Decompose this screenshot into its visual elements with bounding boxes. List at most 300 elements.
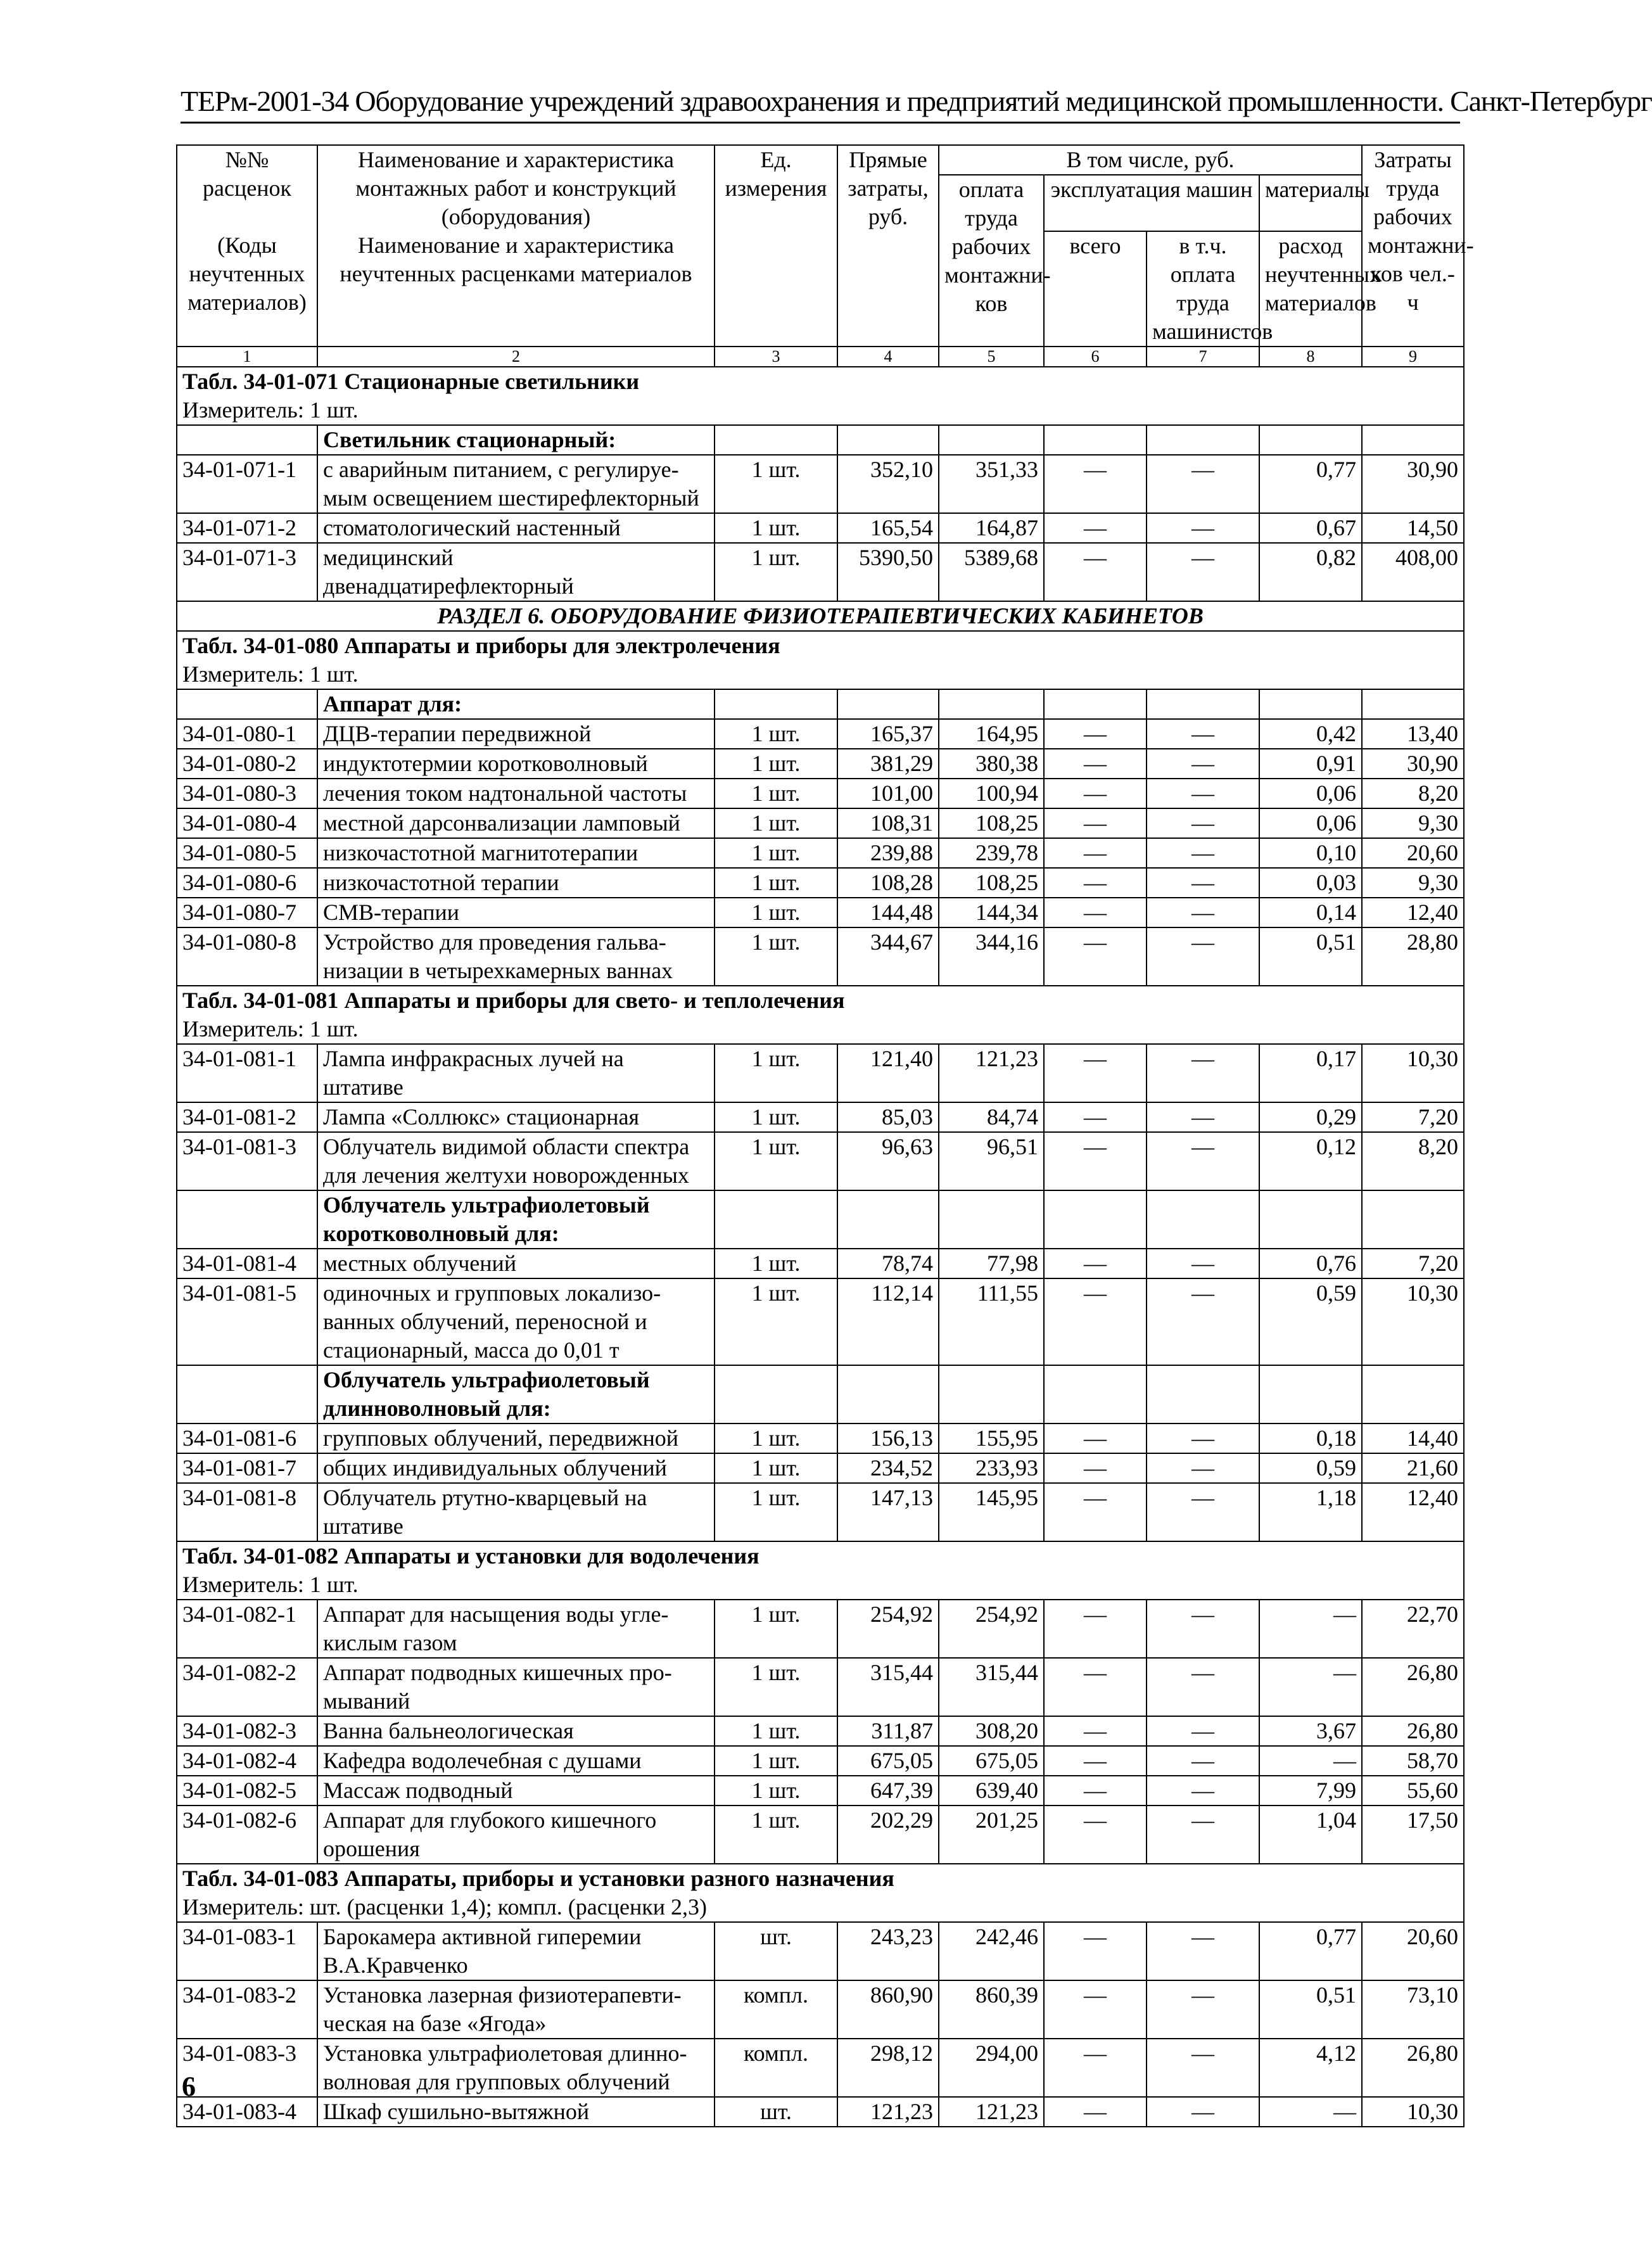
machines-labor: — [1147, 1806, 1259, 1864]
unit: компл. [715, 1980, 837, 2039]
direct-costs: 78,74 [837, 1249, 939, 1278]
header-machines: эксплуатация машин [1044, 175, 1259, 231]
table-section [177, 986, 1464, 1044]
table-row [177, 1980, 1464, 2039]
machines-labor: — [1147, 1776, 1259, 1806]
empty-cell [1259, 689, 1362, 719]
labor-pay: 344,16 [939, 927, 1044, 986]
unit: 1 шт. [715, 513, 837, 543]
header-labor-cost: Затраты труда рабочих монтажни-ков чел.-ч [1362, 145, 1464, 347]
item-name: Установка ультрафиолетовая длинно-волновая для групповых облучений [317, 2039, 715, 2097]
item-name: стоматологический настенный [317, 513, 715, 543]
header-code-top: №№ расценок [177, 145, 317, 231]
table-title: Табл. 34-01-081 Аппараты и приборы для свето- и теплолечения [182, 988, 845, 1013]
machines-labor: — [1147, 513, 1259, 543]
machines-total: — [1044, 1453, 1147, 1483]
item-name: СМВ-терапии [317, 898, 715, 927]
direct-costs: 352,10 [837, 455, 939, 513]
item-name: одиночных и групповых локализо-ванных облучений, переносной и стационарный, масса до 0,01 т [317, 1278, 715, 1365]
empty-cell [177, 1190, 317, 1249]
header-name-top: Наименование и характеристика монтажных работ и конструкций (оборудования) [317, 145, 715, 231]
machines-labor: — [1147, 1044, 1259, 1102]
materials: 0,10 [1259, 838, 1362, 868]
machines-labor: — [1147, 1424, 1259, 1453]
unit: 1 шт. [715, 838, 837, 868]
machines-total: — [1044, 719, 1147, 749]
materials: — [1259, 1600, 1362, 1658]
empty-cell [939, 1190, 1044, 1249]
machines-total: — [1044, 779, 1147, 808]
running-title: ТЕРм-2001-34 Оборудование учреждений здравоохранения и предприятий медицинской промышленности. Санкт-Петербург [181, 82, 1460, 124]
item-name: общих индивидуальных облучений [317, 1453, 715, 1483]
labor-pay: 254,92 [939, 1600, 1044, 1658]
table-row [177, 779, 1464, 808]
labor-hours: 73,10 [1362, 1980, 1464, 2039]
direct-costs: 112,14 [837, 1278, 939, 1365]
materials: 4,12 [1259, 2039, 1362, 2097]
empty-cell [1044, 1365, 1147, 1424]
item-name: Облучатель ртутно-кварцевый на штативе [317, 1483, 715, 1541]
header-name-bottom: Наименование и характеристика неучтенных расценками материалов [317, 231, 715, 347]
empty-cell [1147, 1365, 1259, 1424]
direct-costs: 85,03 [837, 1102, 939, 1132]
item-name: местной дарсонвализации ламповый [317, 808, 715, 838]
labor-hours: 408,00 [1362, 543, 1464, 601]
machines-labor: — [1147, 779, 1259, 808]
labor-pay: 351,33 [939, 455, 1044, 513]
machines-total: — [1044, 808, 1147, 838]
labor-pay: 233,93 [939, 1453, 1044, 1483]
labor-pay: 96,51 [939, 1132, 1044, 1190]
direct-costs: 121,40 [837, 1044, 939, 1102]
materials: — [1259, 2097, 1362, 2127]
item-name: местных облучений [317, 1249, 715, 1278]
materials: 0,06 [1259, 808, 1362, 838]
labor-pay: 639,40 [939, 1776, 1044, 1806]
item-name: Аппарат для насыщения воды угле-кислым газом [317, 1600, 715, 1658]
machines-total: — [1044, 838, 1147, 868]
table-row [177, 1746, 1464, 1776]
header-materials-use: расход неучтенных материалов [1259, 231, 1362, 347]
table-meter: Измеритель: 1 шт. [182, 661, 359, 687]
table-body [177, 367, 1464, 2127]
machines-total: — [1044, 1658, 1147, 1716]
labor-hours: 20,60 [1362, 838, 1464, 868]
column-number: 7 [1147, 347, 1259, 367]
item-name: Кафедра водолечебная с душами [317, 1746, 715, 1776]
column-number: 8 [1259, 347, 1362, 367]
unit: 1 шт. [715, 1600, 837, 1658]
labor-pay: 294,00 [939, 2039, 1044, 2097]
machines-total: — [1044, 898, 1147, 927]
materials: 0,12 [1259, 1132, 1362, 1190]
table-row [177, 1716, 1464, 1746]
table-row [177, 1132, 1464, 1190]
unit: 1 шт. [715, 868, 837, 898]
table-row [177, 513, 1464, 543]
materials: 0,59 [1259, 1278, 1362, 1365]
empty-cell [837, 1190, 939, 1249]
unit: 1 шт. [715, 455, 837, 513]
item-name: Лампа инфракрасных лучей на штативе [317, 1044, 715, 1102]
labor-hours: 10,30 [1362, 1278, 1464, 1365]
rate-code: 34-01-083-1 [177, 1922, 317, 1980]
column-number: 9 [1362, 347, 1464, 367]
direct-costs: 147,13 [837, 1483, 939, 1541]
labor-pay: 5389,68 [939, 543, 1044, 601]
item-name: лечения током надтональной частоты [317, 779, 715, 808]
table-meter: Измеритель: шт. (расценки 1,4); компл. (расценки 2,3) [182, 1894, 707, 1920]
column-number: 2 [317, 347, 715, 367]
machines-labor: — [1147, 1132, 1259, 1190]
table-row [177, 1249, 1464, 1278]
empty-cell [939, 689, 1044, 719]
direct-costs: 121,23 [837, 2097, 939, 2127]
item-name: Лампа «Соллюкс» стационарная [317, 1102, 715, 1132]
unit: 1 шт. [715, 1102, 837, 1132]
empty-cell [939, 425, 1044, 455]
header-including: В том числе, руб. [939, 145, 1362, 175]
unit: 1 шт. [715, 719, 837, 749]
machines-labor: — [1147, 1980, 1259, 2039]
rate-code: 34-01-081-6 [177, 1424, 317, 1453]
item-name: с аварийным питанием, с регулируе-мым освещением шестирефлекторный [317, 455, 715, 513]
direct-costs: 108,28 [837, 868, 939, 898]
machines-total: — [1044, 1776, 1147, 1806]
item-name: медицинский двенадцатирефлекторный [317, 543, 715, 601]
unit: 1 шт. [715, 1132, 837, 1190]
column-number: 6 [1044, 347, 1147, 367]
header-code-bottom: (Коды неучтенных материалов) [177, 231, 317, 347]
labor-hours: 30,90 [1362, 749, 1464, 779]
materials: 3,67 [1259, 1716, 1362, 1746]
machines-labor: — [1147, 1600, 1259, 1658]
empty-cell [1259, 1365, 1362, 1424]
empty-cell [1362, 425, 1464, 455]
empty-cell [1044, 1190, 1147, 1249]
column-number: 1 [177, 347, 317, 367]
direct-costs: 144,48 [837, 898, 939, 927]
labor-pay: 77,98 [939, 1249, 1044, 1278]
direct-costs: 165,37 [837, 719, 939, 749]
section-title: РАЗДЕЛ 6. ОБОРУДОВАНИЕ ФИЗИОТЕРАПЕВТИЧЕСКИХ КАБИНЕТОВ [177, 601, 1464, 631]
rate-code: 34-01-081-8 [177, 1483, 317, 1541]
unit: шт. [715, 1922, 837, 1980]
table-section-heading [177, 986, 1464, 1044]
labor-hours: 17,50 [1362, 1806, 1464, 1864]
machines-total: — [1044, 1278, 1147, 1365]
machines-labor: — [1147, 927, 1259, 986]
labor-pay: 242,46 [939, 1922, 1044, 1980]
rate-code: 34-01-071-3 [177, 543, 317, 601]
page-number: 6 [182, 2071, 196, 2102]
labor-pay: 121,23 [939, 1044, 1044, 1102]
rate-code: 34-01-081-2 [177, 1102, 317, 1132]
materials: 0,06 [1259, 779, 1362, 808]
machines-labor: — [1147, 1453, 1259, 1483]
group-heading: Светильник стационарный: [317, 425, 715, 455]
unit: 1 шт. [715, 1806, 837, 1864]
table-row [177, 927, 1464, 986]
unit: 1 шт. [715, 1716, 837, 1746]
table-title: Табл. 34-01-071 Стационарные светильники [182, 369, 640, 394]
rate-code: 34-01-082-3 [177, 1716, 317, 1746]
rate-code: 34-01-083-4 [177, 2097, 317, 2127]
table-row [177, 1044, 1464, 1102]
materials: 0,18 [1259, 1424, 1362, 1453]
item-name: групповых облучений, передвижной [317, 1424, 715, 1453]
machines-total: — [1044, 1132, 1147, 1190]
unit: 1 шт. [715, 779, 837, 808]
header-direct-costs: Прямые затраты, руб. [837, 145, 939, 347]
labor-pay: 108,25 [939, 808, 1044, 838]
rate-code: 34-01-081-5 [177, 1278, 317, 1365]
empty-cell [1147, 689, 1259, 719]
empty-cell [715, 689, 837, 719]
table-meter: Измеритель: 1 шт. [182, 1016, 359, 1041]
item-name: Аппарат для глубокого кишечного орошения [317, 1806, 715, 1864]
machines-total: — [1044, 513, 1147, 543]
materials: 1,04 [1259, 1806, 1362, 1864]
machines-total: — [1044, 1716, 1147, 1746]
machines-labor: — [1147, 868, 1259, 898]
materials: — [1259, 1658, 1362, 1716]
labor-hours: 28,80 [1362, 927, 1464, 986]
labor-hours: 22,70 [1362, 1600, 1464, 1658]
unit: компл. [715, 2039, 837, 2097]
machines-total: — [1044, 1424, 1147, 1453]
direct-costs: 234,52 [837, 1453, 939, 1483]
machines-labor: — [1147, 808, 1259, 838]
machines-total: — [1044, 1044, 1147, 1102]
machines-total: — [1044, 455, 1147, 513]
table-row [177, 1483, 1464, 1541]
labor-hours: 20,60 [1362, 1922, 1464, 1980]
section-divider-row [177, 601, 1464, 631]
unit: 1 шт. [715, 749, 837, 779]
item-name: Облучатель видимой области спектра для лечения желтухи новорожденных [317, 1132, 715, 1190]
unit: шт. [715, 2097, 837, 2127]
labor-pay: 239,78 [939, 838, 1044, 868]
table-row [177, 838, 1464, 868]
labor-hours: 12,40 [1362, 898, 1464, 927]
labor-pay: 155,95 [939, 1424, 1044, 1453]
machines-total: — [1044, 1600, 1147, 1658]
labor-pay: 144,34 [939, 898, 1044, 927]
labor-hours: 26,80 [1362, 1716, 1464, 1746]
labor-hours: 30,90 [1362, 455, 1464, 513]
table-row [177, 2097, 1464, 2127]
empty-cell [715, 1190, 837, 1249]
rate-code: 34-01-082-1 [177, 1600, 317, 1658]
column-number: 4 [837, 347, 939, 367]
empty-cell [1362, 689, 1464, 719]
materials: 0,51 [1259, 1980, 1362, 2039]
table-row [177, 1600, 1464, 1658]
empty-cell [1044, 689, 1147, 719]
empty-cell [939, 1365, 1044, 1424]
unit: 1 шт. [715, 1249, 837, 1278]
machines-total: — [1044, 1980, 1147, 2039]
header-labor-pay: оплата труда рабочих монтажни-ков [939, 175, 1044, 347]
materials: 1,18 [1259, 1483, 1362, 1541]
table-section [177, 631, 1464, 689]
labor-pay: 164,95 [939, 719, 1044, 749]
materials: 0,59 [1259, 1453, 1362, 1483]
item-name: низкочастотной терапии [317, 868, 715, 898]
materials: 0,77 [1259, 455, 1362, 513]
machines-labor: — [1147, 1658, 1259, 1716]
empty-cell [1362, 1190, 1464, 1249]
materials: 0,14 [1259, 898, 1362, 927]
labor-hours: 9,30 [1362, 868, 1464, 898]
item-name: индуктотермии коротковолновый [317, 749, 715, 779]
labor-pay: 111,55 [939, 1278, 1044, 1365]
table-row [177, 455, 1464, 513]
rate-code: 34-01-080-6 [177, 868, 317, 898]
rate-code: 34-01-082-5 [177, 1776, 317, 1806]
column-number: 5 [939, 347, 1044, 367]
table-row [177, 1806, 1464, 1864]
machines-total: — [1044, 1483, 1147, 1541]
materials: 0,76 [1259, 1249, 1362, 1278]
rate-code: 34-01-080-2 [177, 749, 317, 779]
item-name: ДЦВ-терапии передвижной [317, 719, 715, 749]
machines-labor: — [1147, 1922, 1259, 1980]
table-row [177, 1102, 1464, 1132]
labor-hours: 7,20 [1362, 1102, 1464, 1132]
empty-cell [177, 689, 317, 719]
machines-total: — [1044, 2097, 1147, 2127]
machines-total: — [1044, 1806, 1147, 1864]
unit: 1 шт. [715, 898, 837, 927]
empty-cell [1147, 425, 1259, 455]
direct-costs: 5390,50 [837, 543, 939, 601]
empty-cell [715, 1365, 837, 1424]
materials: 0,82 [1259, 543, 1362, 601]
labor-hours: 58,70 [1362, 1746, 1464, 1776]
unit: 1 шт. [715, 1424, 837, 1453]
header-machines-total: всего [1044, 231, 1147, 347]
item-name: Ванна бальнеологическая [317, 1716, 715, 1746]
labor-hours: 10,30 [1362, 2097, 1464, 2127]
table-section [177, 1864, 1464, 1922]
group-heading: Облучатель ультрафиолетовый коротковолновый для: [317, 1190, 715, 1249]
unit: 1 шт. [715, 1746, 837, 1776]
machines-labor: — [1147, 719, 1259, 749]
item-name: Шкаф сушильно-вытяжной [317, 2097, 715, 2127]
unit: 1 шт. [715, 1658, 837, 1716]
group-heading: Аппарат для: [317, 689, 715, 719]
labor-hours: 8,20 [1362, 779, 1464, 808]
machines-total: — [1044, 1249, 1147, 1278]
direct-costs: 96,63 [837, 1132, 939, 1190]
empty-cell [1147, 1190, 1259, 1249]
machines-labor: — [1147, 749, 1259, 779]
empty-cell [715, 425, 837, 455]
rate-code: 34-01-081-1 [177, 1044, 317, 1102]
machines-total: — [1044, 543, 1147, 601]
machines-labor: — [1147, 1249, 1259, 1278]
direct-costs: 156,13 [837, 1424, 939, 1453]
empty-cell [177, 425, 317, 455]
table-row [177, 1453, 1464, 1483]
empty-cell [837, 689, 939, 719]
rate-code: 34-01-071-1 [177, 455, 317, 513]
labor-hours: 14,40 [1362, 1424, 1464, 1453]
materials: 0,42 [1259, 719, 1362, 749]
group-heading-row [177, 689, 1464, 719]
machines-total: — [1044, 1746, 1147, 1776]
group-heading-row [177, 1190, 1464, 1249]
rate-code: 34-01-082-2 [177, 1658, 317, 1716]
table-title: Табл. 34-01-080 Аппараты и приборы для электролечения [182, 633, 780, 658]
table-row [177, 2039, 1464, 2097]
rate-code: 34-01-081-7 [177, 1453, 317, 1483]
materials: — [1259, 1746, 1362, 1776]
materials: 7,99 [1259, 1776, 1362, 1806]
table-row [177, 719, 1464, 749]
unit: 1 шт. [715, 1278, 837, 1365]
materials: 0,03 [1259, 868, 1362, 898]
table-title: Табл. 34-01-082 Аппараты и установки для водолечения [182, 1543, 759, 1569]
table-row [177, 868, 1464, 898]
labor-pay: 308,20 [939, 1716, 1044, 1746]
direct-costs: 101,00 [837, 779, 939, 808]
item-name: низкочастотной магнитотерапии [317, 838, 715, 868]
machines-labor: — [1147, 455, 1259, 513]
machines-labor: — [1147, 2097, 1259, 2127]
labor-hours: 12,40 [1362, 1483, 1464, 1541]
materials: 0,29 [1259, 1102, 1362, 1132]
table-row [177, 1922, 1464, 1980]
table-row [177, 1776, 1464, 1806]
rate-code: 34-01-080-4 [177, 808, 317, 838]
rate-code: 34-01-081-3 [177, 1132, 317, 1190]
unit: 1 шт. [715, 543, 837, 601]
materials: 0,77 [1259, 1922, 1362, 1980]
labor-hours: 21,60 [1362, 1453, 1464, 1483]
direct-costs: 239,88 [837, 838, 939, 868]
machines-labor: — [1147, 1102, 1259, 1132]
labor-hours: 9,30 [1362, 808, 1464, 838]
item-name: Аппарат подводных кишечных про-мываний [317, 1658, 715, 1716]
machines-total: — [1044, 2039, 1147, 2097]
machines-labor: — [1147, 1746, 1259, 1776]
machines-labor: — [1147, 898, 1259, 927]
machines-labor: — [1147, 2039, 1259, 2097]
unit: 1 шт. [715, 1453, 837, 1483]
rate-code: 34-01-080-3 [177, 779, 317, 808]
table-section-heading [177, 1864, 1464, 1922]
rate-code: 34-01-080-8 [177, 927, 317, 986]
direct-costs: 344,67 [837, 927, 939, 986]
labor-hours: 13,40 [1362, 719, 1464, 749]
rate-code: 34-01-083-3 [177, 2039, 317, 2097]
machines-labor: — [1147, 838, 1259, 868]
table-section-heading [177, 1541, 1464, 1600]
direct-costs: 202,29 [837, 1806, 939, 1864]
empty-cell [837, 425, 939, 455]
rate-code: 34-01-081-4 [177, 1249, 317, 1278]
labor-pay: 380,38 [939, 749, 1044, 779]
direct-costs: 647,39 [837, 1776, 939, 1806]
labor-pay: 108,25 [939, 868, 1044, 898]
unit: 1 шт. [715, 1776, 837, 1806]
rate-code: 34-01-080-7 [177, 898, 317, 927]
table-row [177, 749, 1464, 779]
table-meter: Измеритель: 1 шт. [182, 1572, 359, 1597]
